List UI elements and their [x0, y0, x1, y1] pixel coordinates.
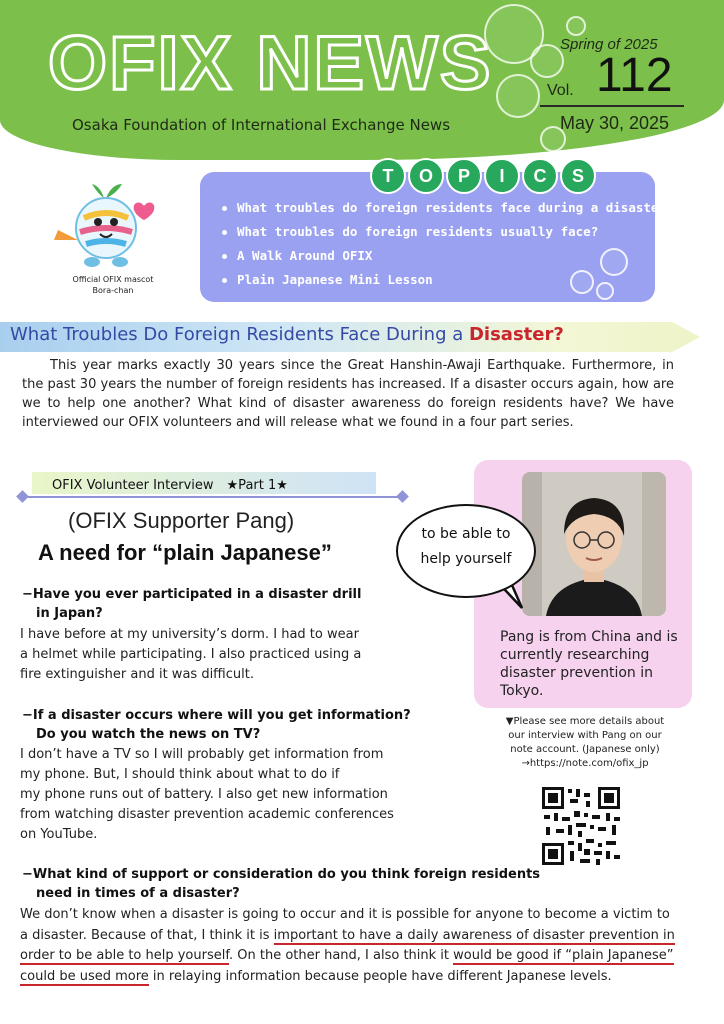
mascot-caption — [64, 274, 162, 296]
question-line: −If a disaster occurs where will you get information? — [22, 708, 411, 723]
speech-line: help yourself — [420, 551, 512, 567]
interview-label: OFIX Volunteer Interview ★Part 1★ — [52, 478, 288, 493]
topics-heading-letter: S — [560, 158, 596, 194]
speech-bubble-text — [396, 522, 536, 572]
topic-item — [222, 272, 433, 287]
answer-text: We don’t know when a disaster is going to occur and it is possible for anyone to become a victim to a disaster. Because of that, I think it is — [20, 907, 670, 943]
question-line: −What kind of support or consideration do you think foreign residents — [22, 867, 541, 882]
topic-item — [222, 224, 598, 239]
question — [22, 585, 361, 623]
decorative-bubble — [596, 282, 614, 300]
question-line: Do you watch the news on TV? — [36, 727, 261, 742]
bullet-icon — [222, 230, 227, 235]
section-heading — [10, 324, 564, 345]
intro-paragraph: This year marks exactly 30 years since the Great Hanshin-Awaji Earthquake. Furthermore, in the past 30 years the number of foreign residents has increased. If a disaster occurs again, how are we to help one another? What kind of disaster awareness do foreign residents have? We have interviewed our OFIX volunteers and will release what we found in a four part series. — [22, 358, 674, 430]
bullet-icon — [222, 254, 227, 259]
bullet-icon — [222, 278, 227, 283]
answer-highlight: important to have a daily awareness of disaster prevention in order to be able to help yourself — [20, 927, 675, 963]
question-line: need in times of a disaster? — [36, 886, 240, 901]
answer-line: a helmet while participating. I also practiced using a — [20, 647, 362, 662]
answer-line: my phone runs out of battery. I also get new information — [20, 787, 388, 802]
answer — [20, 745, 394, 845]
answer-line: on YouTube. — [20, 827, 98, 842]
note-url[interactable]: →https://note.com/ofix_jp — [521, 758, 649, 769]
mascot-image — [44, 178, 170, 274]
profile-description: Pang is from China and is currently researching disaster prevention in Tokyo. — [500, 629, 678, 699]
topics-heading-letter: P — [446, 158, 482, 194]
decorative-bubble — [566, 16, 586, 36]
question-line: −Have you ever participated in a disaster drill — [22, 587, 362, 602]
volume-number: 112 — [596, 49, 673, 102]
section-heading-highlight: Disaster? — [468, 324, 564, 345]
newsletter-subtitle: Osaka Foundation of International Exchange News — [72, 116, 451, 134]
divider — [540, 105, 684, 107]
decorative-bubble — [496, 74, 540, 118]
diamond-icon — [16, 490, 29, 503]
topic-text: Plain Japanese Mini Lesson — [237, 272, 433, 287]
answer-highlight: would be good if “plain Japanese” could be used more — [20, 948, 674, 984]
topics-heading-letter: I — [484, 158, 520, 194]
answer-line: my phone. But, I should think about what to do if — [20, 767, 340, 782]
answer-line: from watching disaster prevention academic conferences — [20, 807, 394, 822]
note-link-info — [490, 715, 680, 771]
topic-text: What troubles do foreign residents usually face? — [237, 224, 599, 239]
issue-date: May 30, 2025 — [560, 113, 670, 133]
answer-line: fire extinguisher and it was difficult. — [20, 667, 254, 682]
topics-heading-letter: T — [370, 158, 406, 194]
diamond-icon — [396, 490, 409, 503]
note-line: our interview with Pang on our — [508, 730, 662, 741]
volume-label: Vol. — [547, 82, 574, 99]
answer-text: in relaying information because people have different Japanese levels. — [148, 968, 612, 984]
decorative-bubble — [570, 270, 594, 294]
topic-item — [222, 248, 372, 263]
section-heading-main: What Troubles Do Foreign Residents Face During a — [10, 324, 469, 345]
mascot-caption-line: Bora-chan — [92, 286, 134, 295]
answer-line: I have before at my university’s dorm. I had to wear — [20, 627, 359, 642]
bullet-icon — [222, 206, 227, 211]
interview-divider — [22, 496, 402, 498]
topic-text: A Walk Around OFIX — [237, 248, 373, 263]
topics-heading-letter: O — [408, 158, 444, 194]
topic-text: What troubles do foreign residents face during a disaster? — [237, 200, 674, 215]
answer-text: . On the other hand, I also think it — [228, 948, 454, 963]
question-line: in Japan? — [36, 606, 103, 621]
decorative-bubble — [530, 44, 564, 78]
answer-line: I don’t have a TV so I will probably get information from — [20, 747, 384, 762]
newsletter-title: OFIX NEWS — [48, 21, 493, 106]
qr-code[interactable] — [540, 785, 622, 867]
topics-heading-letter: C — [522, 158, 558, 194]
note-line: ▼Please see more details about — [505, 716, 665, 727]
interview-headline: A need for “plain Japanese” — [38, 540, 332, 565]
question — [22, 706, 411, 744]
question — [22, 865, 540, 903]
interview-subject: (OFIX Supporter Pang) — [68, 508, 295, 533]
speech-line: to be able to — [421, 526, 511, 542]
answer — [20, 625, 361, 685]
mascot-caption-line: Official OFIX mascot — [72, 275, 154, 284]
decorative-bubble — [600, 248, 628, 276]
answer — [20, 905, 680, 987]
interviewee-photo — [522, 472, 666, 616]
note-line: note account. (Japanese only) — [510, 744, 660, 755]
issue-season: Spring of 2025 — [560, 36, 658, 53]
topic-item — [222, 200, 674, 215]
